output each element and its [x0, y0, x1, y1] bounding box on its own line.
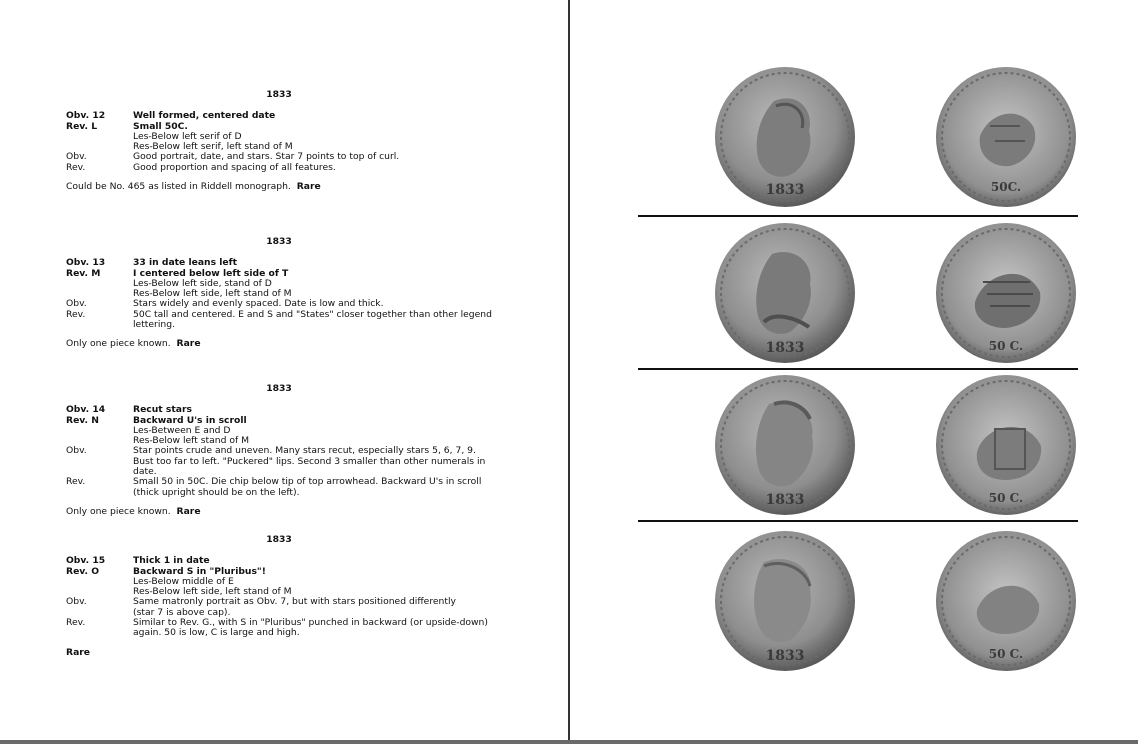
obverse-title: 33 in date leans left	[133, 257, 238, 269]
coin-date: 1833	[765, 648, 805, 664]
coin-denomination: 50 C.	[988, 647, 1024, 661]
les-note: Les-Between E and D	[133, 424, 231, 436]
entry-year: 1833	[266, 236, 292, 247]
remark: Could be No. 465 as listed in Riddell monograph.	[66, 181, 291, 193]
obverse-label: Obv. 14	[66, 404, 106, 416]
left-page	[0, 0, 568, 740]
variety-entry	[66, 90, 506, 192]
viewer-bottom-bar	[0, 740, 1138, 744]
reverse-label: Rev. L	[66, 120, 98, 132]
reverse-label: Rev. M	[66, 267, 101, 279]
variety-entry	[66, 237, 506, 350]
reverse-note-label: Rev.	[66, 161, 86, 173]
reverse-title: I centered below left side of T	[133, 267, 289, 279]
obverse-note-label: Obv.	[66, 151, 87, 163]
remark: Only one piece known.	[66, 505, 171, 517]
entry-year: 1833	[266, 383, 292, 394]
coin-obverse-image	[714, 530, 856, 672]
coin-date: 1833	[765, 492, 805, 508]
les-note: Les-Below middle of E	[133, 575, 234, 587]
obverse-title: Well formed, centered date	[133, 110, 276, 122]
reverse-title: Backward U's in scroll	[133, 414, 247, 426]
obverse-label: Obv. 15	[66, 555, 106, 567]
entry-year: 1833	[266, 534, 292, 545]
reverse-note: 50C tall and centered. E and S and "States" closer together than other legend lettering.	[133, 308, 492, 331]
obverse-note-label: Obv.	[66, 596, 87, 608]
coin-denomination: 50C.	[990, 180, 1022, 194]
res-note: Res-Below left stand of M	[133, 435, 250, 447]
coin-obverse-image	[714, 374, 856, 516]
obverse-title: Recut stars	[133, 404, 192, 416]
reverse-note-label: Rev.	[66, 617, 86, 629]
coin-reverse-image	[935, 66, 1077, 208]
obverse-note-continued: Bust too far to left. "Puckered" lips. Second 3 smaller than other numerals in date.	[133, 455, 486, 478]
reverse-label: Rev. O	[66, 565, 100, 577]
coin-obverse-image	[714, 66, 856, 208]
reverse-note-label: Rev.	[66, 308, 86, 320]
variety-entry	[66, 384, 506, 517]
coin-denomination: 50 C.	[988, 339, 1024, 353]
obverse-note-label: Obv.	[66, 445, 87, 457]
coin-denomination: 50 C.	[988, 491, 1024, 505]
reverse-title: Backward S in "Pluribus"!	[133, 565, 266, 577]
obverse-label: Obv. 13	[66, 257, 106, 269]
rarity: Rare	[176, 338, 201, 350]
reverse-note-label: Rev.	[66, 476, 86, 488]
coin-reverse-image	[935, 530, 1077, 672]
les-note: Les-Below left serif of D	[133, 130, 242, 142]
remark: Only one piece known.	[66, 338, 171, 350]
row-divider	[638, 215, 1078, 217]
coin-date: 1833	[765, 182, 805, 198]
coin-reverse-image	[935, 222, 1077, 364]
obverse-title: Thick 1 in date	[133, 555, 210, 567]
reverse-label: Rev. N	[66, 414, 99, 426]
reverse-note: Similar to Rev. G., with S in "Pluribus" punched in backward (or upside-down) again. 50 is low, C is large and high.	[133, 617, 488, 639]
coin-obverse-image	[714, 222, 856, 364]
row-divider	[638, 520, 1078, 522]
reverse-title: Small 50C.	[133, 120, 188, 132]
obverse-note-label: Obv.	[66, 298, 87, 310]
coin-date: 1833	[765, 340, 805, 356]
res-note: Res-Below left side, left stand of M	[133, 288, 292, 300]
obverse-note: Good portrait, date, and stars. Star 7 points to top of curl.	[133, 151, 400, 163]
coin-reverse-image	[935, 374, 1077, 516]
rarity: Rare	[66, 646, 91, 658]
res-note: Res-Below left serif, left stand of M	[133, 141, 293, 153]
reverse-note: Good proportion and spacing of all features.	[133, 161, 336, 173]
variety-entry	[66, 535, 506, 658]
les-note: Les-Below left side, stand of D	[133, 277, 272, 289]
rarity: Rare	[176, 505, 201, 517]
obverse-label: Obv. 12	[66, 110, 106, 122]
obverse-note: Star points crude and uneven. Many stars recut, especially stars 5, 6, 7, 9.	[133, 445, 476, 457]
rarity: Rare	[296, 181, 321, 193]
reverse-note: Small 50 in 50C. Die chip below tip of top arrowhead. Backward U's in scroll (thick upright should be on the left).	[133, 476, 482, 498]
obverse-note: Same matronly portrait as Obv. 7, but with stars positioned differently	[133, 596, 456, 608]
row-divider	[638, 368, 1078, 370]
entry-year: 1833	[266, 89, 292, 100]
obverse-note-continued: (star 7 is above cap).	[133, 606, 231, 618]
obverse-note: Stars widely and evenly spaced. Date is low and thick.	[133, 298, 384, 310]
res-note: Res-Below left side, left stand of M	[133, 586, 292, 598]
